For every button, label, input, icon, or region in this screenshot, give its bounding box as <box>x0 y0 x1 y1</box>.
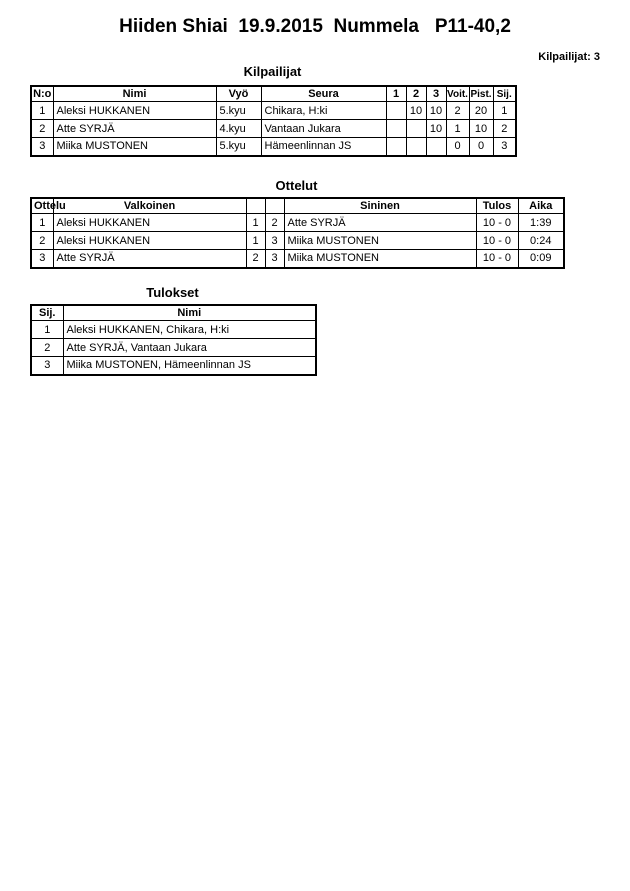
tulokset-table <box>30 304 317 376</box>
cell-sij: 2 <box>31 339 63 357</box>
col-header-tulos: Tulos <box>476 198 518 214</box>
col-header-3: 3 <box>426 86 446 102</box>
cell-pist: 20 <box>469 102 493 120</box>
tulokset-heading: Tulokset <box>146 285 199 300</box>
cell-sininen-no: 3 <box>265 232 284 250</box>
cell-valkoinen: Aleksi HUKKANEN <box>53 214 246 232</box>
cell-seura: Chikara, H:ki <box>261 102 386 120</box>
ottelut-header-row <box>31 198 564 214</box>
cell-sininen: Miika MUSTONEN <box>284 232 476 250</box>
cell-valkoinen: Aleksi HUKKANEN <box>53 232 246 250</box>
kilpailijat-heading: Kilpailijat <box>243 64 302 79</box>
col-header-vyo: Vyö <box>216 86 261 102</box>
col-header-1: 1 <box>386 86 406 102</box>
ottelut-row <box>31 250 564 268</box>
cell-match-no: 2 <box>31 232 53 250</box>
col-header-nimi: Nimi <box>63 305 316 321</box>
tulokset-row <box>31 357 316 375</box>
cell-score-3: 10 <box>426 102 446 120</box>
cell-score-1 <box>386 138 406 156</box>
cell-sininen: Atte SYRJÄ <box>284 214 476 232</box>
col-header-empty <box>265 198 284 214</box>
cell-nimi: Miika MUSTONEN, Hämeenlinnan JS <box>63 357 316 375</box>
tulokset-header-row <box>31 305 316 321</box>
cell-sininen-no: 3 <box>265 250 284 268</box>
cell-sij: 3 <box>493 138 516 156</box>
cell-sininen-no: 2 <box>265 214 284 232</box>
cell-aika: 0:09 <box>518 250 564 268</box>
cell-nimi: Aleksi HUKKANEN <box>53 102 216 120</box>
tulokset-row <box>31 321 316 339</box>
cell-score-1 <box>386 102 406 120</box>
col-header-seura: Seura <box>261 86 386 102</box>
cell-score-2 <box>406 138 426 156</box>
cell-score-2 <box>406 120 426 138</box>
cell-valkoinen-no: 2 <box>246 250 265 268</box>
ottelut-table <box>30 197 565 269</box>
cell-sij: 1 <box>31 321 63 339</box>
cell-pist: 10 <box>469 120 493 138</box>
col-header-nimi: Nimi <box>53 86 216 102</box>
cell-sij: 2 <box>493 120 516 138</box>
cell-valkoinen: Atte SYRJÄ <box>53 250 246 268</box>
cell-nimi: Atte SYRJÄ <box>53 120 216 138</box>
col-header-no: N:o <box>31 86 53 102</box>
cell-score-1 <box>386 120 406 138</box>
cell-valkoinen-no: 1 <box>246 232 265 250</box>
kilpailijat-header-row <box>31 86 516 102</box>
col-header-2: 2 <box>406 86 426 102</box>
ottelut-row <box>31 214 564 232</box>
cell-nimi: Atte SYRJÄ, Vantaan Jukara <box>63 339 316 357</box>
cell-pist: 0 <box>469 138 493 156</box>
cell-voit: 1 <box>446 120 469 138</box>
competitor-count-label: Kilpailijat: 3 <box>538 51 600 63</box>
ottelut-row <box>31 232 564 250</box>
col-header-empty <box>246 198 265 214</box>
cell-vyo: 5.kyu <box>216 138 261 156</box>
kilpailijat-row <box>31 138 516 156</box>
col-header-sij: Sij. <box>493 86 516 102</box>
cell-seura: Vantaan Jukara <box>261 120 386 138</box>
cell-no: 3 <box>31 138 53 156</box>
cell-vyo: 4.kyu <box>216 120 261 138</box>
cell-seura: Hämeenlinnan JS <box>261 138 386 156</box>
cell-sij: 3 <box>31 357 63 375</box>
kilpailijat-table <box>30 85 517 157</box>
cell-no: 2 <box>31 120 53 138</box>
col-header-ottelu: Ottelu <box>31 198 53 214</box>
cell-tulos: 10 - 0 <box>476 250 518 268</box>
cell-score-2: 10 <box>406 102 426 120</box>
col-header-pist: Pist. <box>469 86 493 102</box>
cell-sininen: Miika MUSTONEN <box>284 250 476 268</box>
cell-match-no: 1 <box>31 214 53 232</box>
col-header-sininen: Sininen <box>284 198 476 214</box>
col-header-voit: Voit. <box>446 86 469 102</box>
cell-score-3: 10 <box>426 120 446 138</box>
cell-sij: 1 <box>493 102 516 120</box>
col-header-valkoinen: Valkoinen <box>53 198 246 214</box>
col-header-sij: Sij. <box>31 305 63 321</box>
cell-nimi: Miika MUSTONEN <box>53 138 216 156</box>
cell-voit: 2 <box>446 102 469 120</box>
cell-no: 1 <box>31 102 53 120</box>
cell-nimi: Aleksi HUKKANEN, Chikara, H:ki <box>63 321 316 339</box>
cell-vyo: 5.kyu <box>216 102 261 120</box>
cell-voit: 0 <box>446 138 469 156</box>
cell-aika: 0:24 <box>518 232 564 250</box>
cell-aika: 1:39 <box>518 214 564 232</box>
tulokset-row <box>31 339 316 357</box>
kilpailijat-row <box>31 102 516 120</box>
cell-score-3 <box>426 138 446 156</box>
col-header-aika: Aika <box>518 198 564 214</box>
cell-match-no: 3 <box>31 250 53 268</box>
kilpailijat-row <box>31 120 516 138</box>
cell-tulos: 10 - 0 <box>476 232 518 250</box>
cell-valkoinen-no: 1 <box>246 214 265 232</box>
page-title: Hiiden Shiai 19.9.2015 Nummela P11-40,2 <box>119 16 511 37</box>
cell-tulos: 10 - 0 <box>476 214 518 232</box>
ottelut-heading: Ottelut <box>275 178 318 193</box>
